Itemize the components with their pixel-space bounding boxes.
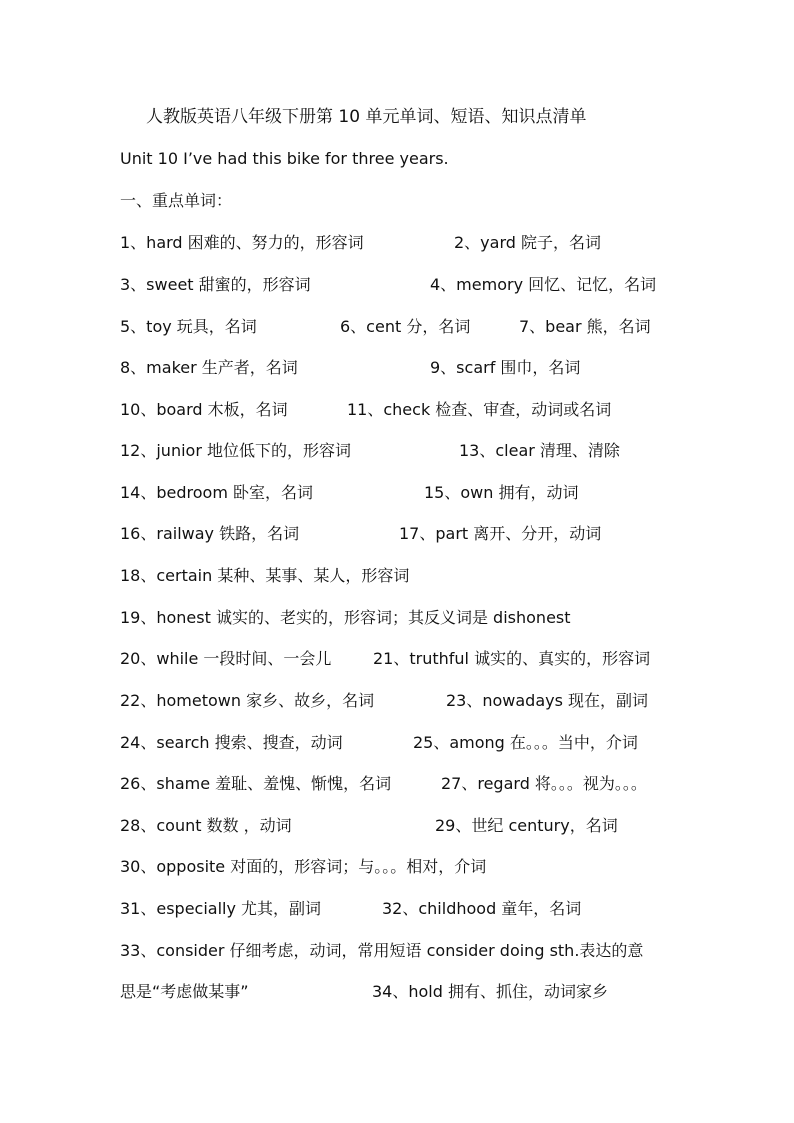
vocab-entry: 30、opposite 对面的，形容词；与。。。相对，介词: [120, 857, 487, 876]
vocab-row: [120, 274, 720, 296]
vocab-entry: 14、bedroom 卧室，名词: [120, 483, 313, 502]
vocab-entry: 9、scarf 围巾，名词: [430, 358, 581, 377]
vocab-entry: 15、own 拥有，动词: [424, 483, 579, 502]
vocab-entry: 3、sweet 甜蜜的，形容词: [120, 275, 311, 294]
vocab-entry: 18、certain 某种、某事、某人，形容词: [120, 566, 410, 585]
vocab-entry: 17、part 离开、分开，动词: [399, 524, 602, 543]
vocab-row: [120, 981, 720, 1003]
document-title: 人教版英语八年级下册第 10 单元单词、短语、知识点清单: [146, 107, 587, 127]
vocab-row: [120, 940, 720, 962]
vocab-row: [120, 898, 720, 920]
vocab-entry: 16、railway 铁路，名词: [120, 524, 300, 543]
vocab-entry: 31、especially 尤其，副词: [120, 899, 322, 918]
vocab-entry: 2、yard 院子，名词: [454, 233, 601, 252]
vocab-row: [120, 732, 720, 754]
vocab-row: [120, 232, 720, 254]
vocab-row: [120, 316, 720, 338]
vocab-row: [120, 565, 720, 587]
vocab-entry: 7、bear 熊，名词: [519, 317, 651, 336]
vocab-entry: 19、honest 诚实的、老实的，形容词；其反义词是 dishonest: [120, 608, 571, 627]
vocab-entry: 11、check 检查、审查，动词或名词: [347, 400, 612, 419]
vocab-entry: 13、clear 清理、清除: [459, 441, 620, 460]
vocab-row: [120, 482, 720, 504]
vocab-entry: 27、regard 将。。。视为。。。: [441, 774, 647, 793]
vocab-entry: 20、while 一段时间、一会儿: [120, 649, 332, 668]
vocab-entry: 23、nowadays 现在，副词: [446, 691, 649, 710]
vocab-entry: 8、maker 生产者，名词: [120, 358, 298, 377]
unit-subtitle: Unit 10 I’ve had this bike for three years.: [120, 149, 449, 168]
vocab-row: [120, 815, 720, 837]
vocab-entry: 10、board 木板，名词: [120, 400, 288, 419]
vocab-entry: 5、toy 玩具，名词: [120, 317, 257, 336]
vocab-entry: 25、among 在。。。当中，介词: [413, 733, 638, 752]
vocab-row: [120, 399, 720, 421]
vocab-row: [120, 357, 720, 379]
vocab-row: [120, 523, 720, 545]
vocab-entry: 4、memory 回忆、记忆，名词: [430, 275, 657, 294]
vocab-entry: 21、truthful 诚实的、真实的，形容词: [373, 649, 651, 668]
vocab-entry: 24、search 搜索、搜查，动词: [120, 733, 343, 752]
vocab-entry: 26、shame 羞耻、羞愧、惭愧，名词: [120, 774, 392, 793]
vocab-entry: 1、hard 困难的、努力的，形容词: [120, 233, 364, 252]
vocab-row: [120, 648, 720, 670]
section-heading: 一、重点单词：: [120, 191, 233, 210]
vocab-entry: 34、hold 拥有、抓住，动词家乡: [372, 982, 608, 1001]
vocab-row: [120, 856, 720, 878]
vocab-entry: 32、childhood 童年，名词: [382, 899, 582, 918]
vocab-row: [120, 607, 720, 629]
vocab-entry: 33、consider 仔细考虑，动词，常用短语 consider doing sth.表达的意: [120, 941, 644, 960]
vocab-entry: 29、世纪 century，名词: [435, 816, 618, 835]
vocab-entry: 22、hometown 家乡、故乡，名词: [120, 691, 375, 710]
vocab-entry: 12、junior 地位低下的，形容词: [120, 441, 351, 460]
vocab-entry: 6、cent 分，名词: [340, 317, 471, 336]
vocab-entry: 28、count 数数 ，动词: [120, 816, 292, 835]
vocab-row: [120, 690, 720, 712]
vocab-entry: 思是“考虑做某事”: [120, 982, 249, 1001]
vocab-row: [120, 440, 720, 462]
vocab-row: [120, 773, 720, 795]
